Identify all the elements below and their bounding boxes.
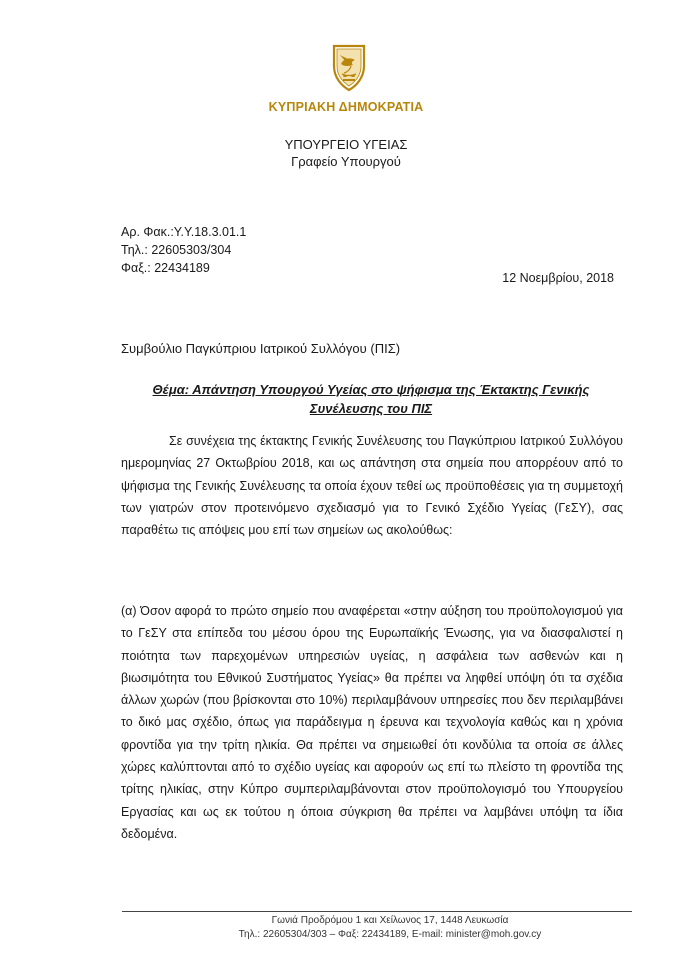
letter-date: 12 Νοεμβρίου, 2018 (502, 271, 614, 285)
footer (190, 914, 590, 942)
file-number: Αρ. Φακ.:Υ.Υ.18.3.01.1 (121, 225, 247, 239)
fax: Φαξ.: 22434189 (121, 261, 210, 275)
office-name: Γραφείο Υπουργού (291, 154, 401, 169)
republic-title: ΚΥΠΡΙΑΚΗ ΔΗΜΟΚΡΑΤΙΑ (268, 100, 424, 114)
ministry-block (0, 136, 692, 170)
coat-of-arms-icon (326, 40, 372, 94)
footer-divider (122, 911, 632, 912)
telephone: Τηλ.: 22605303/304 (121, 243, 232, 257)
subject-line: Θέμα: Απάντηση Υπουργού Υγείας στο ψήφισμα της Έκτακτης Γενικής Συνέλευσης του ΠΙΣ (152, 382, 590, 416)
ministry-name: ΥΠΟΥΡΓΕΙΟ ΥΓΕΙΑΣ (284, 137, 408, 152)
footer-address: Γωνιά Προδρόμου 1 και Χείλωνος 17, 1448 Λευκωσία (271, 915, 509, 926)
paragraph-a: (α) Όσον αφορά το πρώτο σημείο που αναφέρεται «στην αύξηση του προϋπολογισμού για το ΓεΣΥ στα επίπεδα του μέσου όρου της Ευρωπαϊκής Ένωσης, για να διασφαλιστεί η ποιότητα των παρεχομένων υπηρεσιών υγείας, η ασφάλεια των ασθενών και η βιωσιμότητα του Εθνικού Συστήματος Υγείας» θα πρέπει να ληφθεί υπόψη ότι τα σχέδια άλλων χωρών (που βρίσκονται στο 10%) περιλαμβάνουν υπηρεσίες που δεν περιλαμβάνει το δικό μας σχέδιο, όπως για παράδειγμα η έρευνα και τεχνολογία καθώς και η χρόνια φροντίδα για την τρίτη ηλικία. Θα πρέπει να σημειωθεί ότι κονδύλια τα οποία σε άλλες χώρες καλύπτονται από το σχέδιο υγείας και αφορούν ως επί τω πλείστο τη φροντίδα της τρίτης ηλικίας, στην Κύπρο συμπεριλαμβάνονται στον προϋπολογισμό του Υπουργείου Εργασίας και ως εκ τούτου η όποια σύγκριση θα πρέπει να λαμβάνει υπόψη τα ίδια δεδομένα. (121, 604, 623, 841)
recipient: Συμβούλιο Παγκύπριου Ιατρικού Συλλόγου (ΠΙΣ) (121, 341, 401, 356)
footer-contact: Τηλ.: 22605304/303 – Φαξ: 22434189, E-mail: minister@moh.gov.cy (238, 929, 542, 940)
paragraph-intro: Σε συνέχεια της έκτακτης Γενικής Συνέλευσης του Παγκύπριου Ιατρικού Συλλόγου ημερομηνίας 27 Οκτωβρίου 2018, και ως απάντηση στα σημεία που απορρέουν από το ψήφισμα της Γενικής Συνέλευσης τα οποία έχουν τεθεί ως προϋποθέσεις για τη συμμετοχή των γιατρών στον προτεινόμενο σχεδιασμό για το Γενικό Σχέδιο Υγείας (ΓεΣΥ), σας παραθέτω τις απόψεις μου επί των σημείων ως ακολούθως: (121, 434, 623, 538)
reference-block (121, 223, 246, 277)
